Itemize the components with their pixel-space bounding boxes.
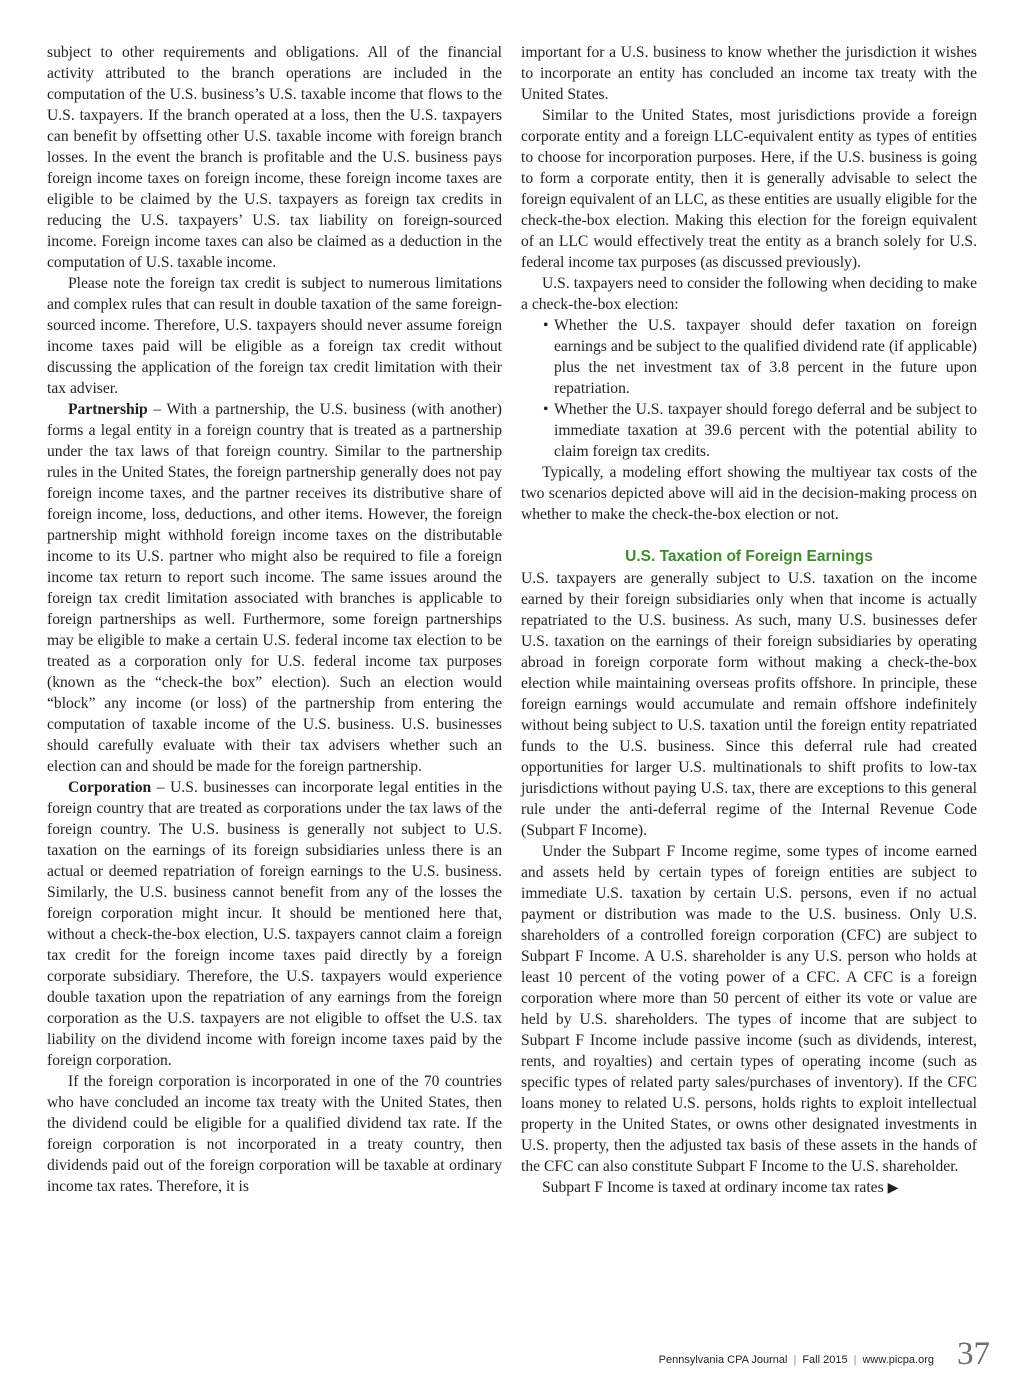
paragraph-text: Subpart F Income is taxed at ordinary income tax rates [542, 1179, 884, 1196]
bullet-list [521, 315, 977, 462]
continue-arrow-icon: ▶ [887, 1181, 899, 1196]
run-in-heading: Corporation [68, 779, 152, 796]
footer-meta [659, 1354, 934, 1366]
list-item-text: Whether the U.S. taxpayer should forego deferral and be subject to immediate taxation at 39.6 percent with the potential ability to claim foreign tax credits. [554, 401, 977, 460]
issue-date: Fall 2015 [802, 1354, 848, 1366]
right-column [521, 42, 977, 1199]
paragraph: Typically, a modeling effort showing the multiyear tax costs of the two scenarios depicted above will aid in the decision-making process on whether to make the check-the-box election or not. [521, 464, 977, 523]
paragraph: U.S. taxpayers are generally subject to U.S. taxation on the income earned by their foreign subsidiaries only when that income is actually repatriated to the U.S. business. As such, many U.S. businesses defer U.S. taxation on the earnings of their foreign subsidiaries by operating abroad in foreign corporate form without making a check-the-box election while maintaining overseas profits offshore. In principle, these foreign earnings would accumulate and remain offshore indefinitely without being subject to U.S. taxation until the foreign entity repatriated funds to the U.S. business. Since this deferral rule had created opportunities for larger U.S. multinationals to shift profits to low-tax jurisdictions without paying U.S. tax, there are exceptions to this general rule under the anti-deferral regime of the Internal Revenue Code (Subpart F Income). [521, 570, 977, 839]
run-in-heading: Partnership [68, 401, 148, 418]
paragraph: Please note the foreign tax credit is subject to numerous limitations and complex rules that can result in double taxation of the same foreign-sourced income. Therefore, U.S. taxpayers should never assume foreign income taxes paid will be eligible as a foreign tax credit without discussing the application of the foreign tax credit limitation with their tax adviser. [47, 275, 502, 397]
page-footer [600, 1336, 990, 1374]
page-number: 37 [957, 1336, 990, 1372]
list-item [521, 399, 977, 462]
paragraph-text: – U.S. businesses can incorporate legal entities in the foreign country that are treated as corporations under the tax laws of the foreign country. The U.S. business is generally not subject to U.S. taxation on the earnings of its foreign subsidiaries unless there is an actual or deemed repatriation of foreign earnings to the U.S. business. Similarly, the U.S. business cannot benefit from any of the losses the foreign corporation might incur. It should be mentioned here that, without a check-the-box election, U.S. taxpayers cannot claim a foreign tax credit for the foreign income taxes paid directly by a foreign corporate subsidiary. Therefore, the U.S. taxpayers would experience double taxation upon the repatriation of any earnings from the foreign corporation as the U.S. taxpayers are not eligible to offset the U.S. tax liability on the dividend income with foreign income taxes paid by the foreign corporation. [47, 779, 502, 1069]
footer-separator: | [793, 1354, 797, 1366]
paragraph: If the foreign corporation is incorporated in one of the 70 countries who have concluded an income tax treaty with the United States, then the dividend could be eligible for a qualified dividend tax rate. If the foreign corporation is not incorporated in a treaty country, then dividends paid out of the foreign corporation will be taxable at ordinary income tax rates. Therefore, it is [47, 1073, 502, 1195]
paragraph: Similar to the United States, most jurisdictions provide a foreign corporate entity and a foreign LLC-equivalent entity as types of entities to choose for incorporation purposes. Here, if the U.S. business is going to form a corporate entity, then it is generally advisable to select the foreign equivalent of an LLC, as these entities are usually eligible for the check-the-box election. Making this election for the foreign equivalent of an LLC would effectively treat the entity as a branch solely for U.S. federal income tax purposes (as discussed previously). [521, 107, 977, 271]
paragraph-corporation [47, 777, 502, 1071]
paragraph: important for a U.S. business to know whether the jurisdiction it wishes to incorporate an entity has concluded an income tax treaty with the United States. [521, 44, 977, 103]
bullet-icon: • [543, 401, 549, 418]
list-item-text: Whether the U.S. taxpayer should defer taxation on foreign earnings and be subject to the qualified dividend rate (if applicable) plus the net investment tax of 3.8 percent in the future upon repatriation. [554, 317, 977, 397]
left-column [47, 42, 502, 1197]
website-link[interactable]: www.picpa.org [862, 1354, 934, 1366]
bullet-icon: • [543, 317, 549, 334]
paragraph-last [521, 1177, 977, 1199]
paragraph: Under the Subpart F Income regime, some types of income earned and assets held by certain types of foreign entities are subject to immediate U.S. taxation by certain U.S. persons, even if no actual payment or distribution was made to the U.S. business. Only U.S. shareholders of a controlled foreign corporation (CFC) are subject to Subpart F Income. A U.S. shareholder is any U.S. person who holds at least 10 percent of the voting power of a CFC. A CFC is a foreign corporation where more than 50 percent of either its vote or value are held by U.S. shareholders. The types of income that are subject to Subpart F Income include passive income (such as dividends, interest, rents, and royalties) and certain types of operating income (such as specific types of related party sales/purchases of inventory). If the CFC loans money to related U.S. persons, holds rights to exploit intellectual property in the United States, or owns other designated investments in U.S. property, then the adjusted tax basis of these assets in the hands of the CFC can also constitute Subpart F Income to the U.S. shareholder. [521, 843, 977, 1175]
paragraph: U.S. taxpayers need to consider the following when deciding to make a check-the-box election: [521, 275, 977, 313]
journal-name: Pennsylvania CPA Journal [658, 1354, 788, 1366]
footer-separator: | [853, 1354, 857, 1366]
list-item [521, 315, 977, 399]
paragraph: subject to other requirements and obligations. All of the financial activity attributed to the branch operations are included in the computation of the U.S. business’s U.S. taxable income that flows to the U.S. taxpayers. If the branch operated at a loss, then the U.S. taxpayers can benefit by offsetting other U.S. taxable income with foreign branch losses. In the event the branch is profitable and the U.S. business pays foreign income taxes on foreign income, these foreign income taxes are eligible to be claimed by the U.S. taxpayers as foreign tax credits in reducing the U.S. taxpayers’ U.S. tax liability on foreign-sourced income. Foreign income taxes can also be claimed as a deduction in the computation of U.S. taxable income. [47, 44, 502, 271]
paragraph-partnership [47, 399, 502, 777]
paragraph-text: – With a partnership, the U.S. business (with another) forms a legal entity in a foreign country that is treated as a partnership under the tax laws of that foreign country. Similar to the partnership rules in the United States, the foreign partnership generally does not pay foreign income taxes, and the partner receives its distributive share of foreign income, loss, deductions, and other items. However, the foreign partnership might withhold foreign income taxes on the distributable income to its U.S. partner who might also be required to file a foreign income tax return to report such income. The same issues around the foreign tax credit limitation associated with branches is applicable to foreign partnerships as well. Furthermore, some foreign partnerships may be eligible to make a certain U.S. federal income tax election to be treated as a corporation only for U.S. federal income tax purposes (known as the “check-the box” election). Such an election would “block” any income (or loss) of the partnership from entering the computation of taxable income of the U.S. business. U.S. businesses should carefully evaluate with their tax advisers whether such an election can and should be made for the foreign partnership. [47, 401, 502, 775]
section-heading: U.S. Taxation of Foreign Earnings [625, 548, 873, 565]
